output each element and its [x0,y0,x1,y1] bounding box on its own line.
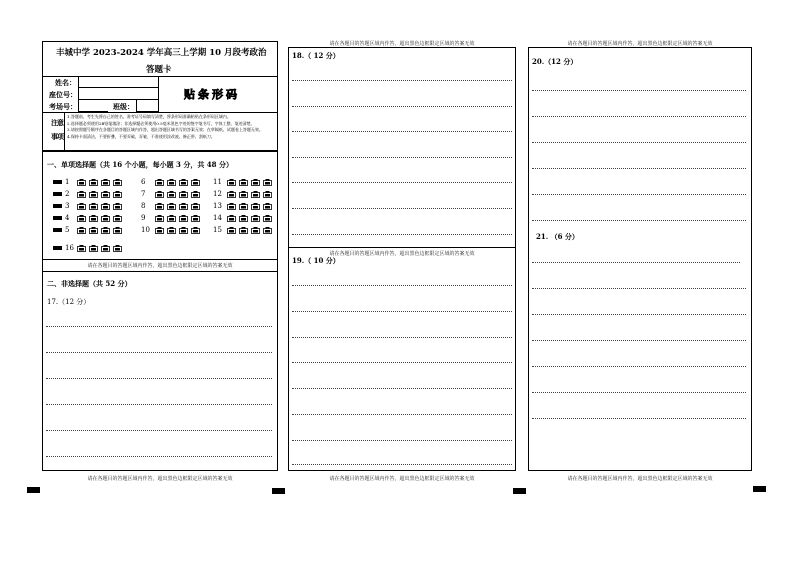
answer-option-bubble[interactable] [113,215,123,221]
notes-label-4: 项 [57,132,64,141]
name-label: 姓名： [55,78,76,87]
answer-option-bubble[interactable] [251,179,261,185]
answer-option-bubble[interactable] [113,245,123,251]
warning-text: 请在各题目的答题区域内作答，超出黑色边框限定区域的答案无效 [87,263,233,269]
answer-option-bubble[interactable] [263,215,273,221]
position-mark [753,486,766,492]
answer-option-bubble[interactable] [179,179,189,185]
question-number: 11 [213,178,222,186]
section2-title: 二、非选择题（共 52 分） [47,279,132,288]
answer-option-bubble[interactable] [167,203,177,209]
question-number: 12 [213,190,222,198]
warning-text-top: 请在各题目的答题区域内作答，超出黑色边框限定区域的答案无效 [567,41,713,47]
answer-option-bubble[interactable] [239,191,249,197]
question-number: 5 [65,226,70,234]
answer-option-bubble[interactable] [89,215,99,221]
answer-option-bubble[interactable] [239,227,249,233]
note-line: 4.保持卡面清洁，不要折叠、不要弄破、弄皱，不准使用涂改液、修正带、刮纸刀。 [67,133,215,139]
answer-option-bubble[interactable] [251,215,261,221]
answer-option-bubble[interactable] [239,203,249,209]
question-number: 7 [141,190,146,198]
answer-option-bubble[interactable] [89,245,99,251]
class-label: 班级： [113,102,134,111]
answer-option-bubble[interactable] [77,191,87,197]
position-mark [513,488,526,494]
answer-option-bubble[interactable] [155,203,165,209]
answer-option-bubble[interactable] [77,179,87,185]
answer-option-bubble[interactable] [227,227,237,233]
note-line: 3.请按照题号顺序在各题目的答题区域内作答，超出答题区域书写的答案无效；在草稿纸、试题卷上答题无效。 [67,127,263,132]
answer-option-bubble[interactable] [179,227,189,233]
question-number: 2 [65,190,70,198]
q18-label: 18.（ 12 分） [292,51,340,60]
answer-option-bubble[interactable] [227,215,237,221]
answer-option-bubble[interactable] [227,179,237,185]
answer-option-bubble[interactable] [263,203,273,209]
question-number: 16 [65,244,74,252]
question-number: 15 [213,226,222,234]
notes-label-1: 注 [51,118,58,127]
answer-option-bubble[interactable] [227,191,237,197]
answer-option-bubble[interactable] [101,179,111,185]
question-number: 13 [213,202,222,210]
answer-option-bubble[interactable] [77,245,87,251]
answer-option-bubble[interactable] [77,227,87,233]
answer-option-bubble[interactable] [113,191,123,197]
name-field[interactable] [78,77,158,88]
answer-option-bubble[interactable] [167,179,177,185]
answer-option-bubble[interactable] [101,191,111,197]
answer-option-bubble[interactable] [179,215,189,221]
answer-option-bubble[interactable] [89,227,99,233]
answer-option-bubble[interactable] [191,227,201,233]
panel-right [528,47,752,471]
answer-option-bubble[interactable] [191,191,201,197]
answer-option-bubble[interactable] [155,179,165,185]
answer-option-bubble[interactable] [227,203,237,209]
answer-option-bubble[interactable] [191,179,201,185]
question-number: 8 [141,202,146,210]
answer-option-bubble[interactable] [179,203,189,209]
question-number: 6 [141,178,146,186]
notes-text [67,114,275,140]
answer-option-bubble[interactable] [89,203,99,209]
answer-option-bubble[interactable] [155,215,165,221]
q19-label: 19.（ 10 分） [292,256,340,265]
answer-option-bubble[interactable] [155,191,165,197]
question-number: 14 [213,214,222,222]
question-number: 9 [141,214,146,222]
q20-label: 20.（12 分） [532,57,578,66]
answer-option-bubble[interactable] [263,191,273,197]
page-title: 丰城中学 2023-2024 学年高三上学期 10 月段考政治 [56,48,267,58]
notes-label-2: 意 [57,118,64,127]
section1-title: 一、单项选择题（共 16 个小题，每小题 3 分，共 48 分） [47,160,233,169]
answer-option-bubble[interactable] [101,215,111,221]
answer-option-bubble[interactable] [113,203,123,209]
question-number: 10 [141,226,150,234]
warning-text: 请在各题目的答题区域内作答，超出黑色边框限定区域的答案无效 [329,251,475,257]
answer-option-bubble[interactable] [191,203,201,209]
answer-option-bubble[interactable] [191,215,201,221]
page-subtitle: 答题卡 [146,65,172,75]
answer-option-bubble[interactable] [167,215,177,221]
answer-option-bubble[interactable] [167,191,177,197]
q21-label: 21. （6 分） [536,232,579,241]
answer-option-bubble[interactable] [251,203,261,209]
position-mark [272,488,285,494]
answer-option-bubble[interactable] [77,215,87,221]
timing-mark [53,192,62,196]
seat-field[interactable] [78,88,158,100]
answer-option-bubble[interactable] [239,179,249,185]
timing-mark [53,204,62,208]
answer-option-bubble[interactable] [89,179,99,185]
timing-mark [53,180,62,184]
question-number: 3 [65,202,70,210]
answer-option-bubble[interactable] [155,227,165,233]
answer-option-bubble[interactable] [179,191,189,197]
note-line: 2.选择题必须使用2B铅笔填涂；非选择题必须使用0.5毫米黑色字迹的签字笔书写，字体工整、笔迹清楚。 [67,120,255,126]
question-number: 4 [65,214,70,222]
warning-text-top: 请在各题目的答题区域内作答，超出黑色边框限定区域的答案无效 [329,41,475,47]
warning-text-bottom: 请在各题目的答题区域内作答，超出黑色边框限定区域的答案无效 [87,476,233,482]
warning-text-bottom: 请在各题目的答题区域内作答，超出黑色边框限定区域的答案无效 [329,476,475,482]
answer-option-bubble[interactable] [251,191,261,197]
answer-option-bubble[interactable] [101,245,111,251]
answer-option-bubble[interactable] [77,203,87,209]
answer-option-bubble[interactable] [167,227,177,233]
answer-option-bubble[interactable] [101,203,111,209]
answer-option-bubble[interactable] [101,227,111,233]
timing-mark [53,228,62,232]
position-mark [27,487,40,493]
seat-label: 座位号： [49,90,77,99]
answer-option-bubble[interactable] [89,191,99,197]
answer-option-bubble[interactable] [113,179,123,185]
answer-option-bubble[interactable] [239,215,249,221]
room-label: 考场号： [49,102,77,111]
barcode-label: 贴条形码 [184,88,240,101]
notes-label-3: 事 [51,132,58,141]
timing-mark [53,246,62,250]
note-line: 1.答题前，考生先将自己的姓名、准考证号码填写清楚，将条形码准确粘贴在条形码区域内。 [67,114,231,119]
warning-text-bottom: 请在各题目的答题区域内作答，超出黑色边框限定区域的答案无效 [567,476,713,482]
answer-option-bubble[interactable] [251,227,261,233]
answer-option-bubble[interactable] [263,179,273,185]
q17-label: 17.（12 分） [47,298,91,306]
question-number: 1 [65,178,70,186]
answer-option-bubble[interactable] [113,227,123,233]
room-field[interactable] [78,100,108,112]
class-field[interactable] [136,100,158,112]
timing-mark [53,216,62,220]
answer-option-bubble[interactable] [263,227,273,233]
